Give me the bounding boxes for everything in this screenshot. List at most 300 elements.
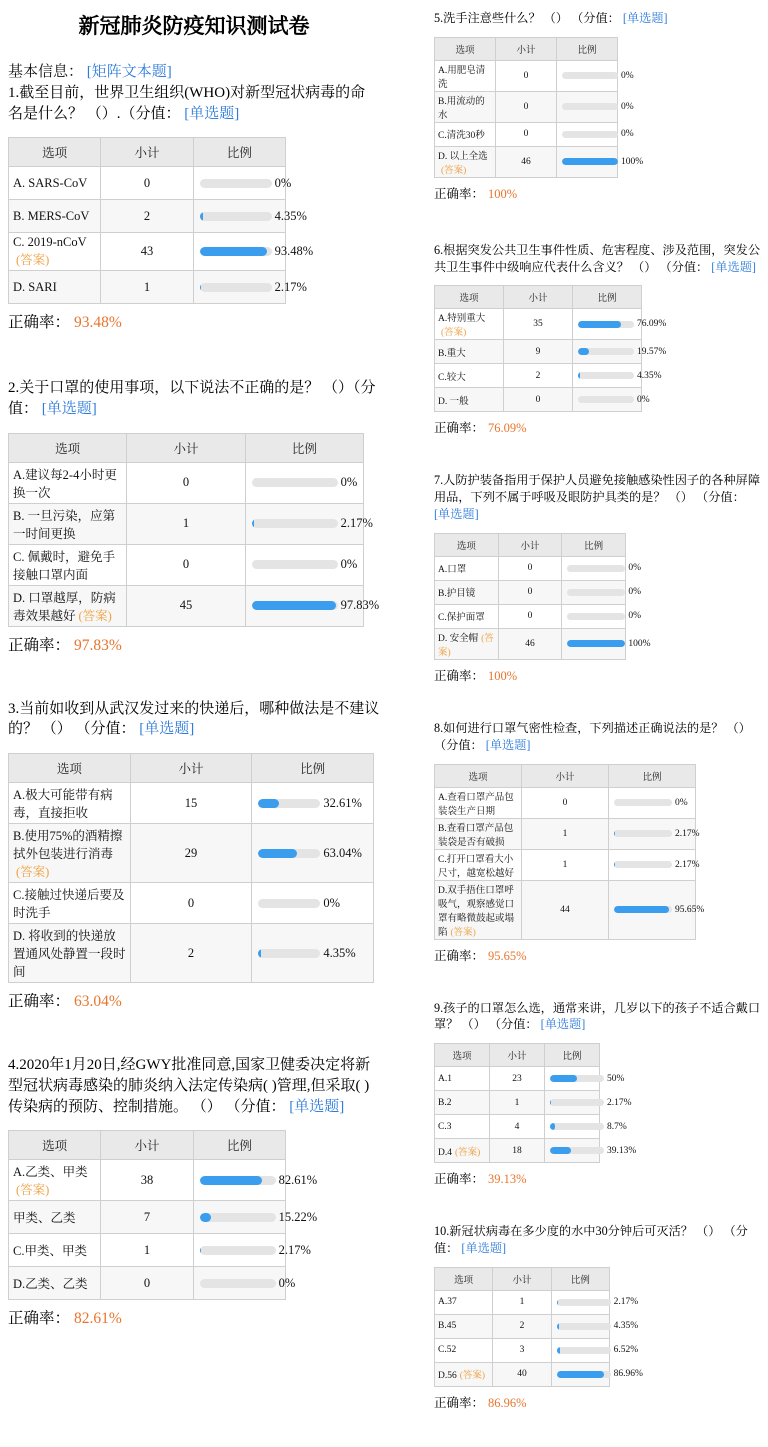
ratio-cell [551,1290,639,1314]
question-block [434,1223,760,1411]
ratio-wrap [612,798,692,808]
question-block [8,83,380,332]
percent-bar-fill [200,1246,202,1255]
question-title: 1.截至目前，世界卫生组织(WHO)对新型冠状病毒的命名是什么？ （）.（分值： [8,85,366,122]
percent-label: 32.61% [323,795,362,810]
question-title: 4.2020年1月20日,经GWY批准同意,国家卫健委决定将新型冠状病毒感染的肺炎纳入法定传染病( )管理,但采取( )传染病的预防、控制措施。 （） （分值： [8,1057,371,1115]
option-cell [435,122,496,146]
option-label: A.口罩 [438,565,467,576]
option-label: B.使用75%的酒精擦拭外包装进行消毒 [13,829,123,862]
column-header-count: 小计 [496,37,557,60]
column-header-count: 小计 [101,138,193,167]
option-cell [9,503,127,544]
option-cell [9,924,131,983]
option-cell [9,585,127,626]
ratio-cell [573,340,667,364]
ratio-cell [252,824,374,883]
option-row [435,1091,600,1115]
percent-bar-fill [200,247,267,256]
count-cell: 0 [130,883,252,924]
question-type-link[interactable]: [单选题] [540,1017,586,1032]
count-cell: 4 [490,1115,545,1139]
ratio-cell [609,849,700,880]
question-title: 10.新冠状病毒在多少度的水中30分钟后可灭活？ （） （分值： [434,1224,748,1256]
option-row [9,783,374,824]
question-text [8,378,380,419]
column-header-ratio: 比例 [573,286,642,309]
option-row [435,388,642,412]
option-row [435,1290,610,1314]
option-label: D. 口罩越厚，防病毒效果越好 [13,590,116,623]
percent-bar-track [252,519,338,528]
option-row [9,883,374,924]
count-cell: 0 [504,388,573,412]
percent-label: 50% [607,1073,625,1084]
ratio-wrap [250,475,359,490]
option-row [435,309,642,340]
ratio-wrap [198,1209,318,1225]
percent-bar-fill [550,1099,551,1106]
ratio-wrap [576,346,667,357]
option-cell [435,604,499,628]
percent-label: 0% [621,70,634,81]
ratio-cell [557,146,644,177]
percent-bar-fill [557,1371,604,1378]
question-type-link[interactable]: [单选题] [139,721,195,738]
option-label: C.甲类、甲类 [13,1244,87,1259]
left-column [8,6,380,1372]
percent-bar-track [550,1099,604,1106]
option-label: A. SARS-CoV [13,175,88,190]
accuracy-line [8,989,380,1011]
percent-bar-fill [567,640,625,647]
count-cell: 0 [127,544,245,585]
ratio-cell [193,1234,311,1267]
column-header-ratio: 比例 [551,1267,609,1290]
percent-bar-track [614,799,672,806]
count-cell: 18 [490,1139,545,1163]
percent-bar-track [557,1299,611,1306]
accuracy-line [8,1306,380,1328]
option-label: B.45 [438,1321,457,1332]
column-header-option: 选项 [435,37,496,60]
count-cell: 0 [498,556,562,580]
count-cell: 2 [101,200,193,233]
ratio-cell [557,91,634,122]
option-row [435,340,642,364]
percent-label: 4.35% [637,370,662,381]
option-row [435,880,696,939]
percent-bar-track [200,212,272,221]
accuracy-line [434,418,760,436]
ratio-wrap [576,394,650,405]
accuracy-line [434,184,760,202]
percent-bar-track [614,906,672,913]
percent-bar-track [562,158,618,165]
question-type-link[interactable]: [单选题] [622,11,668,25]
option-row [435,818,696,849]
percent-label: 63.04% [323,845,362,860]
answer-mark: (答案) [78,608,112,623]
option-cell [9,233,101,271]
option-cell [435,309,504,340]
accuracy-line [434,1393,760,1411]
option-cell [435,1314,493,1338]
option-row [9,271,286,304]
question-type-link[interactable]: [单选题] [461,1241,507,1256]
question-type-link[interactable]: [单选题] [289,1098,345,1115]
option-label: B. MERS-CoV [13,208,90,223]
percent-bar-track [200,1176,276,1185]
option-row [435,1338,610,1362]
percent-label: 0% [278,1275,296,1290]
percent-label: 19.57% [637,346,667,357]
ratio-wrap [548,1097,632,1108]
column-header-count: 小计 [498,533,562,556]
option-cell [9,1267,101,1300]
options-header-row [9,433,364,462]
percent-bar-fill [258,849,297,858]
count-cell: 0 [496,60,557,91]
percent-label: 4.35% [613,1321,639,1332]
count-cell: 9 [504,340,573,364]
option-label: B.用流动的水 [438,96,485,121]
options-table [434,1267,643,1387]
count-cell: 0 [498,604,562,628]
ratio-wrap [198,1275,296,1291]
question-title: 9.孩子的口罩怎么选，通常来讲，几岁以下的孩子不适合戴口罩？ （） （分值： [434,1000,761,1032]
option-label: D. 一般 [438,396,469,407]
question-text [434,720,760,754]
option-label: C.打开口罩看大小尺寸，越宽松越好 [438,854,515,879]
ratio-wrap [560,156,644,167]
percent-bar-track [557,1323,611,1330]
ratio-cell [545,1139,637,1163]
ratio-cell [245,462,363,503]
answer-mark: (答案) [450,927,476,938]
option-label: D.双手捂住口罩呼吸气，观察感觉口罩有略微鼓起或塌陷 [438,885,515,938]
count-cell: 15 [130,783,252,824]
ratio-cell [551,1314,639,1338]
option-cell [9,1160,101,1201]
basic-info-type-link[interactable]: [矩阵文本题] [86,64,172,80]
percent-bar-track [258,949,320,958]
percent-label: 0% [340,557,358,572]
option-cell [435,1290,493,1314]
option-row [435,1139,600,1163]
options-table [434,1043,637,1163]
ratio-cell [562,556,641,580]
accuracy-value: 86.96% [488,1395,527,1410]
options-header-row [9,754,374,783]
option-row [9,462,364,503]
ratio-wrap [560,129,634,140]
option-cell [435,364,504,388]
count-cell: 0 [127,462,245,503]
options-table [8,137,314,304]
count-cell: 2 [504,364,573,388]
percent-bar-track [550,1147,604,1154]
accuracy-label: 正确率： [8,993,71,1011]
ratio-cell [193,1160,318,1201]
accuracy-value: 95.65% [488,948,527,963]
option-label: C.3 [438,1121,452,1132]
ratio-cell [252,924,374,983]
options-header-row [435,1267,610,1290]
ratio-cell [557,60,634,91]
count-cell: 0 [496,91,557,122]
count-cell: 2 [493,1314,551,1338]
question-block [434,10,760,202]
percent-bar-fill [578,321,621,328]
options-header-row [9,138,286,167]
option-label: D. 安全帽 [438,633,479,644]
column-header-ratio: 比例 [252,754,374,783]
accuracy-label: 正确率： [434,948,485,963]
ratio-wrap [548,1145,637,1156]
percent-label: 2.17% [675,859,700,870]
question-block [434,472,760,683]
ratio-cell [193,271,307,304]
count-cell: 2 [130,924,252,983]
question-title: 8.如何进行口罩气密性检查，下列描述正确说法的是？ （） （分值： [434,720,751,752]
percent-bar-track [567,613,625,620]
accuracy-line [434,1169,760,1187]
basic-info-line [8,60,380,81]
option-row [435,91,618,122]
count-cell: 1 [493,1290,551,1314]
option-label: 甲类、乙类 [13,1211,76,1226]
count-cell: 7 [101,1201,193,1234]
count-cell: 35 [504,309,573,340]
question-title: 2.关于口罩的使用事项，以下说法不正确的是？ （）（分值： [8,380,376,418]
ratio-cell [562,604,641,628]
ratio-wrap [198,244,314,259]
ratio-cell [545,1067,625,1091]
percent-bar-track [562,103,618,110]
percent-bar-track [252,478,338,487]
column-header-option: 选项 [9,433,127,462]
option-label: B.查看口罩产品包装袋是否有破损 [438,823,514,848]
ratio-wrap [548,1073,625,1084]
percent-label: 2.17% [607,1097,632,1108]
option-cell [435,1338,493,1362]
accuracy-value: 76.09% [488,421,527,436]
ratio-cell [562,628,651,659]
page-title: 新冠肺炎防疫知识测试卷 [78,15,310,38]
percent-bar-fill [614,830,615,837]
question-text [8,699,380,740]
option-label: A.1 [438,1073,452,1084]
accuracy-line [434,946,760,964]
accuracy-value: 100% [488,186,518,201]
answer-mark: (答案) [16,1183,50,1198]
option-cell [435,556,499,580]
percent-bar-track [562,131,618,138]
ratio-wrap [256,896,369,911]
question-type-link[interactable]: [单选题] [184,105,240,122]
question-title: 7.人防护装备指用于保护人员避免接触感染性因子的各种屏障用品，下列不属于呼吸及眼防护具类的是？ （） （分值： [434,473,761,505]
option-row [9,924,374,983]
option-row [9,1201,286,1234]
count-cell: 1 [127,503,245,544]
column-header-option: 选项 [435,286,504,309]
percent-bar-track [614,830,672,837]
percent-bar-track [200,283,272,292]
accuracy-label: 正确率： [8,1310,71,1328]
column-header-option: 选项 [435,1044,490,1067]
ratio-wrap [612,904,705,915]
option-cell [435,787,522,818]
percent-bar-fill [200,1176,263,1185]
option-label: A.极大可能带有病毒，直接拒收 [13,788,113,821]
percent-bar-track [557,1371,611,1378]
option-label: B.2 [438,1097,452,1108]
ratio-wrap [565,587,641,598]
percent-bar-track [567,589,625,596]
ratio-cell [193,1201,318,1234]
ratio-wrap [548,1121,627,1132]
option-row [435,60,618,91]
ratio-wrap [198,175,292,191]
option-label: A.37 [438,1297,457,1308]
accuracy-label: 正确率： [434,421,485,436]
option-cell [435,580,499,604]
ratio-cell [557,122,634,146]
ratio-cell [193,233,314,271]
count-cell: 44 [522,880,609,939]
percent-bar-track [557,1347,611,1354]
answer-mark: (答案) [459,1371,486,1382]
ratio-wrap [565,638,651,649]
option-cell [9,883,131,924]
count-cell: 23 [490,1067,545,1091]
ratio-wrap [565,611,641,622]
question-type-link[interactable]: [单选题] [485,737,531,752]
percent-bar-track [200,179,272,188]
percent-bar-track [200,247,272,256]
column-header-ratio: 比例 [609,764,696,787]
option-cell [435,1091,490,1115]
option-label: A.特别重大 [438,314,486,325]
option-cell [9,200,101,233]
ratio-cell [545,1091,632,1115]
column-header-option: 选项 [9,1131,101,1160]
option-cell [9,1234,101,1267]
percent-label: 2.17% [675,828,700,839]
question-type-link[interactable]: [单选题] [711,259,756,274]
option-label: A.建议每2-4小时更换一次 [13,467,117,500]
question-block [434,1000,760,1188]
ratio-cell [245,585,380,626]
percent-bar-fill [557,1347,561,1354]
question-text [434,1000,760,1034]
option-row [9,1267,286,1300]
ratio-cell [551,1362,643,1386]
option-label: D.4 [438,1147,452,1158]
percent-label: 0% [621,101,634,112]
question-block [8,699,380,1011]
accuracy-value: 97.83% [74,636,122,654]
percent-label: 100% [621,156,644,167]
option-cell [9,1201,101,1234]
percent-bar-fill [252,519,254,528]
percent-bar-track [578,396,634,403]
ratio-cell [252,783,374,824]
answer-mark: (答案) [16,253,50,268]
ratio-cell [245,503,373,544]
percent-bar-track [200,1279,276,1288]
options-header-row [435,764,696,787]
count-cell: 1 [522,849,609,880]
percent-bar-fill [550,1147,571,1154]
option-label: A.用肥皂清洗 [438,65,486,90]
ratio-cell [193,1267,296,1300]
percent-bar-fill [614,906,669,913]
options-table [434,285,667,412]
answer-mark: (答案) [455,1147,481,1158]
column-header-count: 小计 [522,764,609,787]
options-table [8,1130,318,1300]
column-header-ratio: 比例 [545,1044,600,1067]
question-type-link[interactable]: [单选题] [41,401,97,418]
percent-bar-track [578,348,634,355]
accuracy-label: 正确率： [434,668,485,683]
option-label: C. 2019-nCoV [13,235,87,250]
percent-label: 2.17% [274,279,307,294]
ratio-wrap [560,70,634,81]
question-block [8,378,380,654]
question-text [8,1055,380,1117]
percent-bar-fill [258,949,261,958]
option-row [435,1115,600,1139]
percent-label: 0% [323,895,340,910]
column-header-ratio: 比例 [557,37,618,60]
ratio-wrap [250,598,380,613]
column-header-count: 小计 [493,1267,551,1290]
percent-bar-track [578,372,634,379]
percent-label: 0% [274,175,292,190]
ratio-wrap [256,946,369,961]
column-header-ratio: 比例 [562,533,626,556]
percent-bar-fill [258,799,278,808]
option-cell [435,880,522,939]
option-row [435,146,618,177]
option-row [435,1362,610,1386]
count-cell: 1 [522,818,609,849]
ratio-cell [609,787,696,818]
basic-info-label: 基本信息： [8,64,84,80]
question-type-link[interactable]: [单选题] [434,507,479,522]
count-cell: 38 [101,1160,193,1201]
column-header-count: 小计 [504,286,573,309]
options-header-row [435,1044,600,1067]
accuracy-label: 正确率： [434,1172,485,1187]
option-label: D. 以上全选 [438,151,488,162]
column-header-option: 选项 [9,754,131,783]
ratio-wrap [198,1242,311,1258]
column-header-option: 选项 [435,533,499,556]
column-header-count: 小计 [130,754,252,783]
percent-label: 76.09% [637,319,667,330]
count-cell: 45 [127,585,245,626]
option-cell [435,340,504,364]
option-row [435,580,626,604]
option-label: D.56 [438,1371,457,1382]
accuracy-label: 正确率： [8,314,71,332]
option-cell [435,146,496,177]
percent-label: 2.17% [278,1242,311,1257]
